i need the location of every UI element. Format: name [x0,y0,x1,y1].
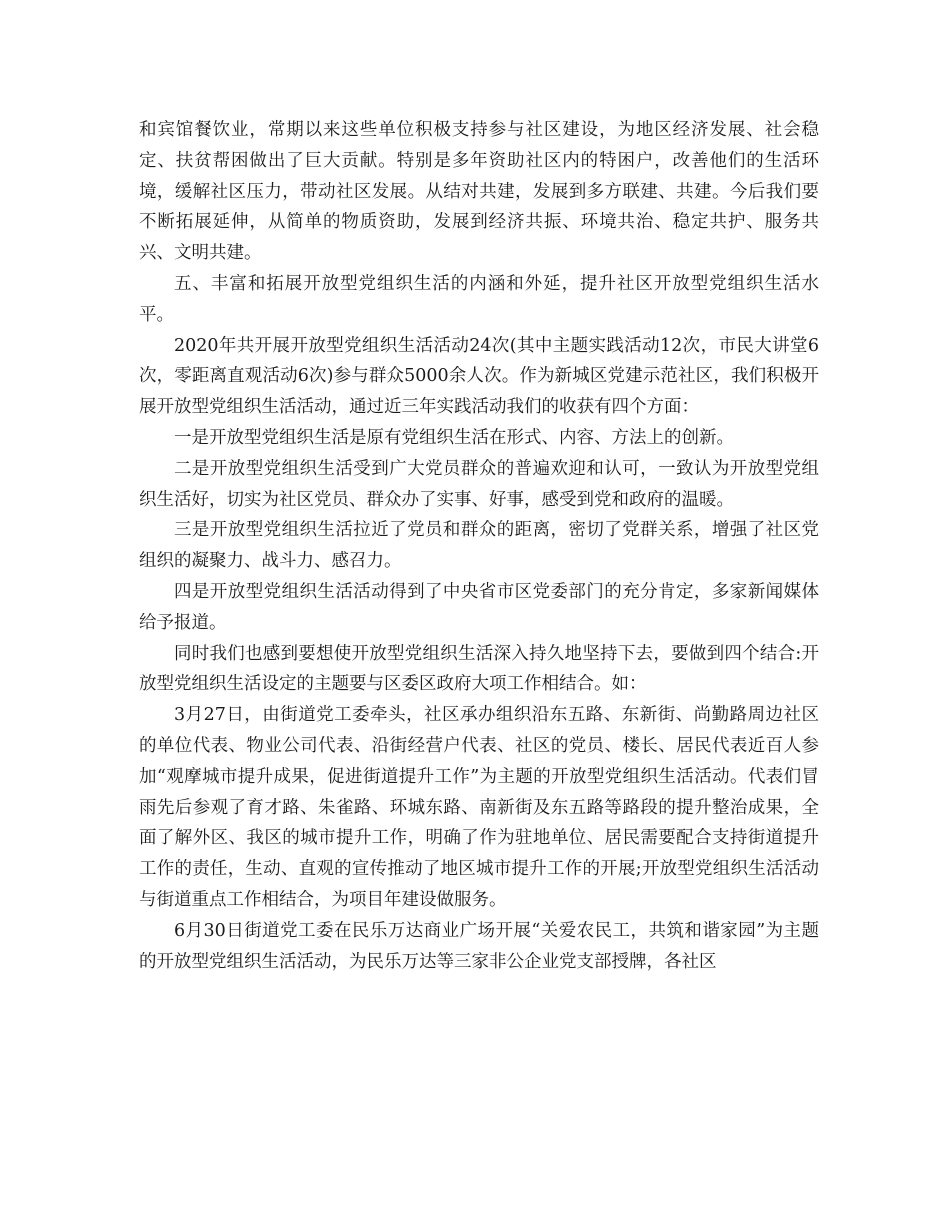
paragraph-4: 一是开放型党组织生活是原有党组织生活在形式、内容、方法上的创新。 [174,427,734,448]
paragraph-2: 五、丰富和拓展开放型党组织生活的内涵和外延，提升社区开放型党组织生活水平。 [139,273,819,325]
paragraph-3: 2020年共开展开放型党组织生活活动24次(其中主题实践活动12次，市民大讲堂6次，零距离直观活动6次)参与群众5000余人次。作为新城区党建示范社区，我们积极开展开放型党组织生活活动，通过近三年实践活动我们的收获有四个方面： [139,335,819,418]
paragraph-1: 和宾馆餐饮业，常期以来这些单位积极支持参与社区建设，为地区经济发展、社会稳定、扶贫帮困做出了巨大贡献。特别是多年资助社区内的特困户，改善他们的生活环境，缓解社区压力，带动社区发展。从结对共建，发展到多方联建、共建。今后我们要不断拓展延伸，从简单的物质资助，发展到经济共振、环境共治、稳定共护、服务共兴、文明共建。 [139,120,819,264]
paragraph-8: 同时我们也感到要想使开放型党组织生活深入持久地坚持下去，要做到四个结合:开放型党组织生活设定的主题要与区委区政府大项工作相结合。如： [139,643,819,695]
paragraph-10: 6月30日街道党工委在民乐万达商业广场开展“关爱农民工，共筑和谐家园”为主题的开放型党组织生活活动，为民乐万达等三家非公企业党支部授牌，各社区 [139,920,819,972]
paragraph-5: 二是开放型党组织生活受到广大党员群众的普遍欢迎和认可，一致认为开放型党组织生活好，切实为社区党员、群众办了实事、好事，感受到党和政府的温暖。 [139,458,819,510]
paragraph-7: 四是开放型党组织生活活动得到了中央省市区党委部门的充分肯定，多家新闻媒体给予报道。 [139,581,819,633]
document-body [139,115,819,977]
paragraph-6: 三是开放型党组织生活拉近了党员和群众的距离，密切了党群关系，增强了社区党组织的凝聚力、战斗力、感召力。 [139,520,819,572]
paragraph-9: 3月27日，由街道党工委牵头，社区承办组织沿东五路、东新街、尚勤路周边社区的单位代表、物业公司代表、沿街经营户代表、社区的党员、楼长、居民代表近百人参加“观摩城市提升成果，促进街道提升工作”为主题的开放型党组织生活活动。代表们冒雨先后参观了育才路、朱雀路、环城东路、南新街及东五路等路段的提升整治成果，全面了解外区、我区的城市提升工作，明确了作为驻地单位、居民需要配合支持街道提升工作的责任，生动、直观的宣传推动了地区城市提升工作的开展;开放型党组织生活活动与街道重点工作相结合，为项目年建设做服务。 [139,705,819,910]
